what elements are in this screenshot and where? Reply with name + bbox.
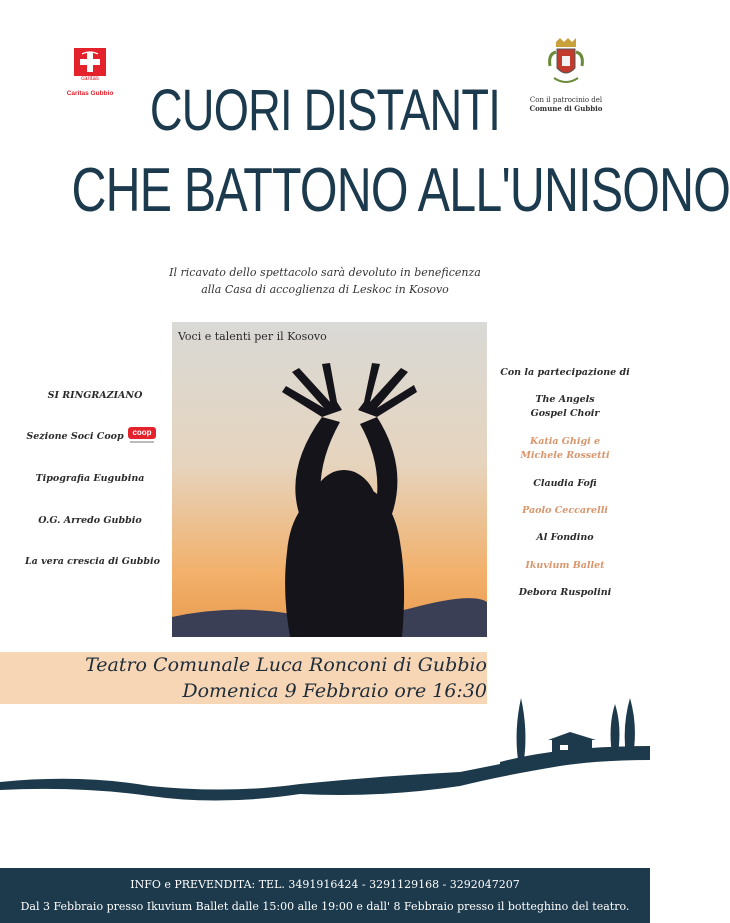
thanks-heading: SI RINGRAZIANO [47,390,143,401]
footer-info-line: INFO e PREVENDITA: TEL. 3491916424 - 3291129168 - 3292047207 [130,878,520,891]
child-silhouette-image [172,322,487,637]
charity-line2: alla Casa di accoglienza di Leskoc in Kosovo [201,283,449,296]
thanks-item: La vera crescia di Gubbio [24,556,161,567]
charity-line1: Il ricavato dello spettacolo sarà devoluto in beneficenza [169,266,481,279]
hill-landscape-illustration [0,690,650,870]
thanks-item: O.G. Arredo Gubbio [38,515,142,526]
thanks-item: Tipografia Eugubina [35,473,145,484]
footer-bar [0,868,650,923]
participant-al-fondino: Al Fondino [536,532,594,543]
participant-ghigi-rossetti: Katia Ghigi e Michele Rossetti [520,436,610,461]
footer-presale-line: Dal 3 Febbraio presso Ikuvium Ballet dalle 15:00 alle 19:00 e dall' 8 Febbraio presso il botteghino del teatro. [20,900,630,913]
caritas-mark: caritas [81,76,99,82]
participant-debora-ruspolini: Debora Ruspolini [518,587,612,598]
patronage-line2: Comune di Gubbio [529,104,603,113]
thanks-item: Sezione Soci Coop [26,431,124,442]
charity-note [0,264,650,298]
title-line-2: CHE BATTONO ALL'UNISONO [71,156,730,225]
patronage-line1: Con il patrocinio del [529,96,603,104]
venue-name: Teatro Comunale Luca Ronconi di Gubbio [85,654,487,676]
caritas-name: Caritas Gubbio [66,90,114,97]
coop-logo [128,427,156,449]
participants-heading: Con la partecipazione di [500,367,630,378]
participant-claudia-fofi: Claudia Fofi [533,478,597,489]
participant-the-angels: The Angels Gospel Choir [530,394,600,419]
silhouette-photo [172,322,487,637]
participant-paolo-ceccarelli: Paolo Ceccarelli [522,505,608,516]
coop-logo-text: coop [132,428,152,437]
participant-ikuvium-ballet: Ikuvium Ballet [525,560,605,571]
event-date: Domenica 9 Febbraio ore 16:30 [182,680,487,702]
title-line-1: CUORI DISTANTI [149,78,501,143]
photo-caption: Voci e talenti per il Kosovo [178,330,327,343]
